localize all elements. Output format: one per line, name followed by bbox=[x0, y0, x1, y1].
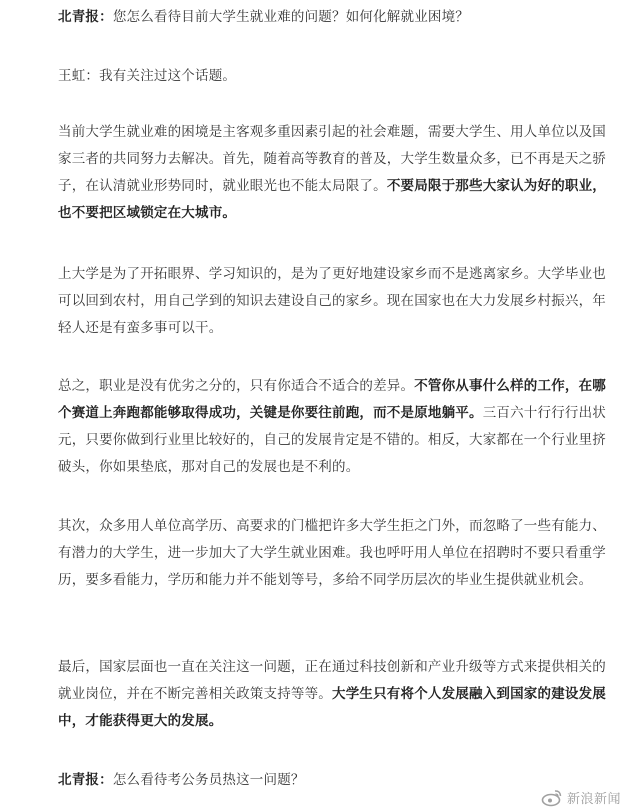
answer-text: 我有关注过这个话题。 bbox=[99, 68, 237, 84]
speaker-label: 北青报： bbox=[58, 772, 113, 788]
question-2 bbox=[58, 767, 606, 794]
paragraph-text: 最后，国家层面也一直在关注这一问题，正在通过科技创新和产业升级等方式来提供相关的就业岗位，并在不断完善相关政策支持等等。 bbox=[58, 659, 606, 702]
paragraph-text: 其次，众多用人单位高学历、高要求的门槛把许多大学生拒之门外，而忽略了一些有能力、有潜力的大学生，进一步加大了大学生就业困难。我也呼吁用人单位在招聘时不要只看重学历，要多看能力，学历和能力并不能划等号，多给不同学历层次的毕业生提供就业机会。 bbox=[58, 518, 606, 588]
paragraph-text: 总之，职业是没有优劣之分的，只有你适合不适合的差异。 bbox=[58, 378, 415, 394]
paragraph-4 bbox=[58, 513, 606, 594]
question-1 bbox=[58, 4, 606, 31]
paragraph-bold-text: 大学生只有将个人发展融入到国家的建设发展中，才能获得更大的发展。 bbox=[58, 686, 606, 729]
speaker-label: 王虹： bbox=[58, 68, 100, 84]
paragraph-1 bbox=[58, 119, 606, 227]
paragraph-text: 当前大学生就业难的困境是主客观多重因素引起的社会难题，需要大学生、用人单位以及国家三者的共同努力去解决。首先，随着高等教育的普及，大学生数量众多，已不再是天之骄子，在认清就业形势同时，就业眼光也不能太局限了。 bbox=[58, 124, 606, 194]
paragraph-text: 三百六十行行行出状元，只要你做到行业里比较好的，自己的发展肯定是不错的。相反，大家都在一个行业里挤破头，你如果垫底，那对自己的发展也是不利的。 bbox=[58, 405, 607, 475]
paragraph-bold-text: 不管你从事什么样的工作，在哪个赛道上奔跑都能够取得成功，关键是你要往前跑，而不是原地躺平。 bbox=[58, 378, 607, 421]
paragraph-2 bbox=[58, 261, 606, 342]
question-text: 怎么看待考公务员热这一问题？ bbox=[112, 772, 305, 788]
paragraph-5 bbox=[58, 654, 606, 735]
watermark-text: 新浪新闻 bbox=[566, 792, 621, 807]
speaker-label: 北青报： bbox=[58, 9, 113, 25]
paragraph-bold-text: 不要局限于那些大家认为好的职业，也不要把区域锁定在大城市。 bbox=[58, 178, 607, 221]
weibo-icon bbox=[541, 789, 563, 807]
source-watermark bbox=[541, 788, 621, 807]
paragraph-text: 上大学是为了开拓眼界、学习知识的，是为了更好地建设家乡而不是逃离家乡。大学毕业也可以回到农村，用自己学到的知识去建设自己的家乡。现在国家也在大力发展乡村振兴，年轻人还是有蛮多事可以干。 bbox=[58, 266, 606, 336]
answer-intro bbox=[58, 63, 606, 90]
question-text: 您怎么看待目前大学生就业难的问题？如何化解就业困境？ bbox=[112, 9, 470, 25]
paragraph-3 bbox=[58, 373, 606, 481]
